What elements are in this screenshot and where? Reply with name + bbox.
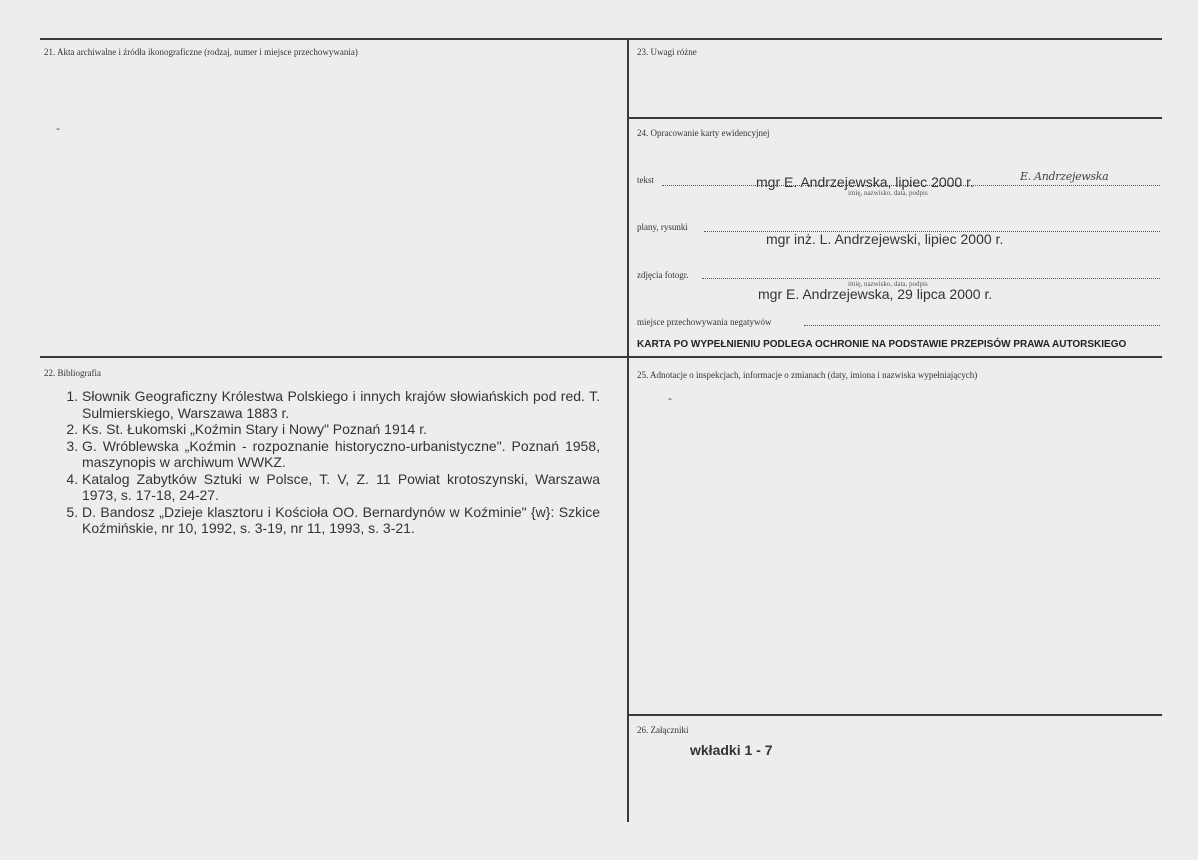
bibliography-item: 5. D. Bandosz „Dzieje klasztoru i Kościoła OO. Bernardynów w Koźminie" {w}: Szkice Koźmińskie, nr 10, 1992, s. 3-19, nr 11, 1993, s. 3-21. (82, 504, 600, 537)
bibliography-item: 1. Słownik Geograficzny Królestwa Polskiego i innych krajów słowiańskich pod red. T. Sulmierskiego, Warszawa 1883 r. (82, 388, 600, 421)
zdjecia-value: mgr E. Andrzejewska, 29 lipca 2000 r. (758, 286, 993, 302)
section-26-content: wkładki 1 - 7 (690, 742, 773, 758)
negatywy-dotted-line (804, 325, 1160, 326)
top-rule (40, 38, 1162, 40)
section-23-label: 23. Uwagi różne (637, 47, 697, 57)
bibliography-list (40, 388, 600, 537)
center-divider (627, 38, 629, 822)
section-21-label: 21. Akta archiwalne i źródła ikonograficzne (rodzaj, numer i miejsce przechowywania) (44, 47, 358, 57)
rule-below-23 (628, 117, 1162, 119)
tekst-label: tekst (637, 175, 654, 185)
plany-value: mgr inż. L. Andrzejewski, lipiec 2000 r. (766, 231, 1004, 247)
zdjecia-dotted-line (702, 278, 1160, 279)
bibliography-item: 4. Katalog Zabytków Sztuki w Polsce, T. V, Z. 11 Powiat krotoszynski, Warszawa 1973, s. 17-18, 24-27. (82, 471, 600, 504)
section-22-label: 22. Bibliografia (44, 368, 101, 378)
section-24-label: 24. Opracowanie karty ewidencyjnej (637, 128, 770, 138)
negatywy-label: miejsce przechowywania negatywów (637, 317, 772, 327)
section-21-content: - (56, 121, 60, 135)
section-25-label: 25. Adnotacje o inspekcjach, informacje o zmianach (daty, imiona i nazwiska wypełniających) (637, 370, 978, 380)
tekst-hint: imię, nazwisko, data, podpis (848, 189, 928, 197)
zdjecia-label: zdjęcia fotogr. (637, 270, 689, 280)
zdjecia-hint: imię, nazwisko, data, podpis (848, 280, 928, 288)
rule-above-26 (628, 714, 1162, 716)
section-25-content: - (668, 391, 672, 405)
tekst-value: mgr E. Andrzejewska, lipiec 2000 r. (756, 174, 974, 190)
bibliography-item: 2. Ks. St. Łukomski „Koźmin Stary i Nowy" Poznań 1914 r. (82, 421, 600, 438)
middle-rule (40, 356, 1162, 358)
tekst-signature: E. Andrzejewska (1020, 170, 1109, 183)
bibliography-item: 3. G. Wróblewska „Koźmin - rozpoznanie historyczno-urbanistyczne". Poznań 1958, maszynopis w archiwum WWKZ. (82, 438, 600, 471)
plany-label: plany, rysunki (637, 222, 688, 232)
copyright-warning: KARTA PO WYPEŁNIENIU PODLEGA OCHRONIE NA PODSTAWIE PRZEPISÓW PRAWA AUTORSKIEGO (637, 339, 1127, 350)
section-26-label: 26. Załączniki (637, 725, 689, 735)
